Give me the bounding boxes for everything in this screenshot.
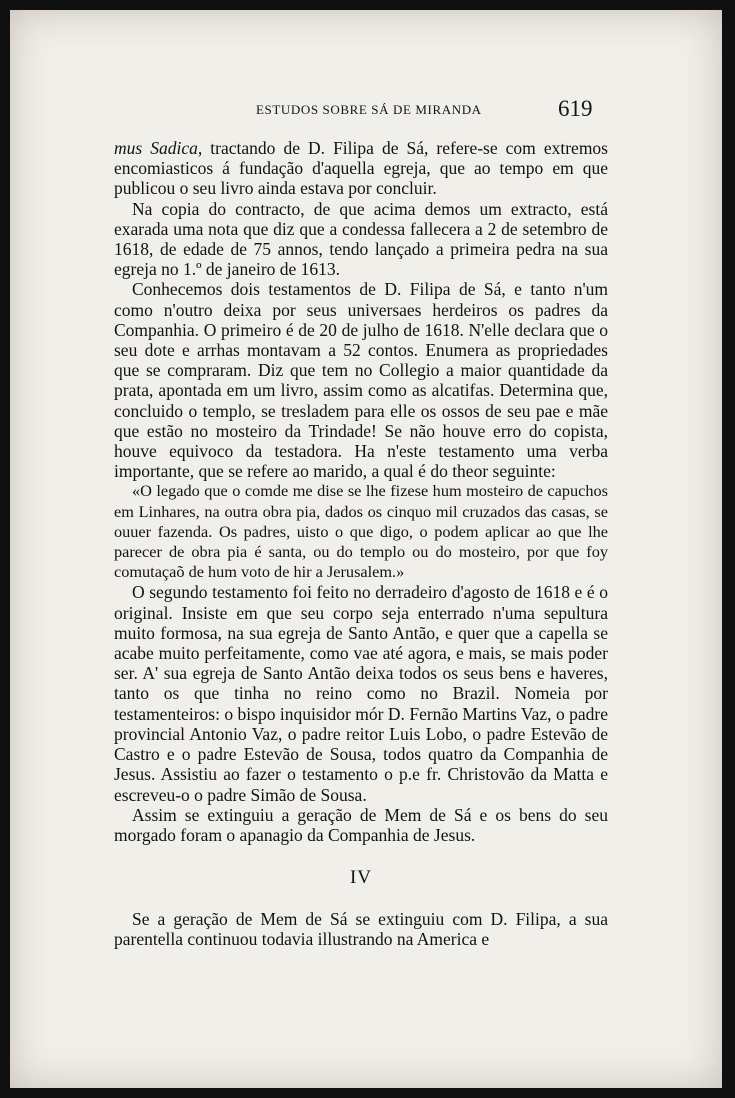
- paragraph-6: Se a geração de Mem de Sá se extinguiu com D. Filipa, a sua parentella continuou todavia illustrando na America e: [114, 909, 608, 950]
- testament-quote: «O legado que o comde me dise se lhe fizese hum mosteiro de capuchos em Linhares, na outra obra pia, dados os cinquo mil cruzados das casas, se ouuer fazenda. Os padres, uisto o que digo, o podem aplicar ao que lhe parecer de obra pia é santa, ou do templo ou do mosteiro, por que foy comutaçaõ de hum voto de hir a Jerusalem.»: [114, 481, 608, 582]
- book-page: [10, 10, 722, 1088]
- paragraph-3: Conhecemos dois testamentos de D. Filipa de Sá, e tanto n'um como n'outro deixa por seus universaes herdeiros os padres da Companhia. O primeiro é de 20 de julho de 1618. N'elle declara que o seu dote e arrhas montavam a 52 contos. Enumera as propriedades que se compraram. Diz que tem no Collegio a maior quantidade da prata, apontada em um livro, assim como as alcatifas. Determina que, concluido o templo, se tresladem para elle os ossos de seu pae e mãe que estão no mosteiro da Trindade! Se não houve erro do copista, houve equivoco da testadora. Ha n'este testamento uma verba importante, que se refere ao marido, a qual é do theor seguinte:: [114, 279, 608, 482]
- running-title: ESTUDOS SOBRE SÁ DE MIRANDA: [256, 102, 482, 117]
- section-heading: IV: [349, 867, 373, 889]
- page-number: 619: [558, 96, 593, 121]
- paragraph-1: [114, 138, 608, 199]
- page-header: [10, 98, 722, 122]
- book-title-italic: mus Sadica,: [114, 138, 203, 158]
- paragraph-5: Assim se extinguiu a geração de Mem de Sá e os bens do seu morgado foram o apanagio da Companhia de Jesus.: [114, 804, 608, 845]
- page-body: [114, 138, 608, 950]
- paragraph-1-text: tractando de D. Filipa de Sá, refere-se com extremos encomiasticos á fundação d'aquella egreja, que ao tempo em que publicou o seu livro ainda estava por concluir.: [114, 138, 608, 199]
- paragraph-2: Na copia do contracto, de que acima demos um extracto, está exarada uma nota que diz que a condessa fallecera a 2 de setembro de 1618, de edade de 75 annos, tendo lançado a primeira pedra na sua egreja no 1.º de janeiro de 1613.: [114, 198, 608, 280]
- paragraph-4: O segundo testamento foi feito no derradeiro d'agosto de 1618 e é o original. Insiste em que seu corpo seja enterrado n'uma sepultura muito formosa, na sua egreja de Santo Antão, e quer que a capella se acabe muito perfeitamente, como vae até agora, e mais, se mais poder ser. A' sua egreja de Santo Antão deixa todos os seus bens e haveres, tanto os que tinha no reino como no Brazil. Nomeia por testamenteiros: o bispo inquisidor mór D. Fernão Martins Vaz, o padre provincial Antonio Vaz, o padre reitor Luis Lobo, o padre Estevão de Castro e o padre Estevão de Sousa, todos quatro da Companhia de Jesus. Assistiu ao fazer o testamento o p.e fr. Christovão da Matta e escreveu-o o padre Simão de Sousa.: [114, 582, 608, 805]
